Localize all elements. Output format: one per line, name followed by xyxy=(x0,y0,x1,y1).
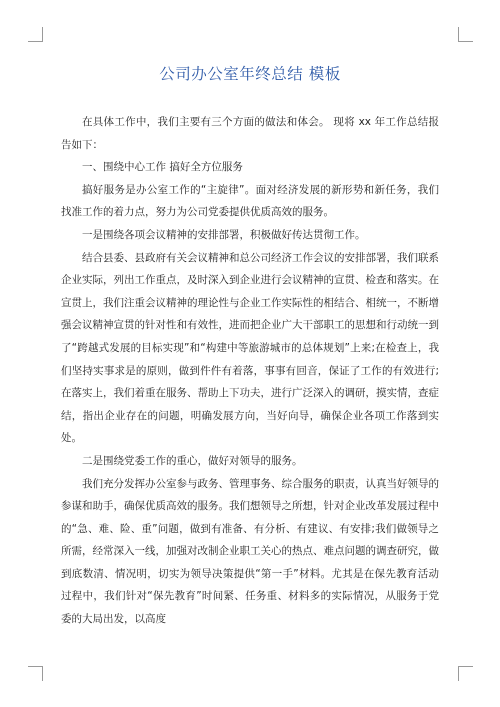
subheading: 二是围绕党委工作的重心，做好对领导的服务。 xyxy=(82,454,303,467)
document-title: 公司办公室年终总结 模板 xyxy=(159,65,341,83)
paragraph: 我们充分发挥办公室参与政务、管理事务、综合服务的职责，认真当好领导的参谋和助手，确保优质高效的服务。我们想领导之所想，针对企业改革发展过程中的“急、难、险、重”问题，做到有准备、有分析、有建议、有安排;我们做领导之所需，经常深入一线，加强对改制企业职工关心的热点、难点问题的调查研究，做到底数清、情况明，切实为领导决策提供“第一手”材料。尤其是在保先教育活动过程中，我们针对“保先教育”时间紧、任务重、材料多的实际情况，从服务于党委的大局出发，以高度 xyxy=(61,477,439,626)
document-body xyxy=(61,111,439,631)
crop-mark-top-right xyxy=(458,27,473,42)
crop-mark-top-left xyxy=(28,27,43,42)
paragraph: 搞好服务是办公室工作的“主旋律”。面对经济发展的新形势和新任务，我们找准工作的着力点，努力为公司党委提供优质高效的服务。 xyxy=(61,183,439,219)
subheading: 一是围绕各项会议精神的安排部署，积极做好传达贯彻工作。 xyxy=(82,228,366,241)
paragraph-intro: 在具体工作中，我们主要有三个方面的做法和体会。 现将 xx 年工作总结报告如下： xyxy=(61,116,439,151)
section-heading-1: 一、围绕中心工作 搞好全方位服务 xyxy=(82,161,243,174)
crop-mark-bottom-left xyxy=(28,666,43,681)
paragraph: 结合县委、县政府有关会议精神和总公司经济工作会议的安排部署，我们联系企业实际，列出工作重点，及时深入到企业进行会议精神的宣贯、检查和落实。在宣贯上，我们注重会议精神的理论性与企业工作实际性的相结合、相统一，不断增强会议精神宣贯的针对性和有效性，进而把企业广大干部职工的思想和行动统一到了“跨越式发展的目标实现”和“构建中等旅游城市的总体规划”上来;在检查上，我们坚持实事求是的原则，做到件件有着落，事事有回音，保证了工作的有效进行;在落实上，我们着重在服务、帮助上下功夫，进行广泛深入的调研，摸实情，查症结，指出企业存在的问题，明确发展方向，当好向导，确保企业各项工作落到实处。 xyxy=(61,251,439,445)
crop-mark-bottom-right xyxy=(458,666,473,681)
